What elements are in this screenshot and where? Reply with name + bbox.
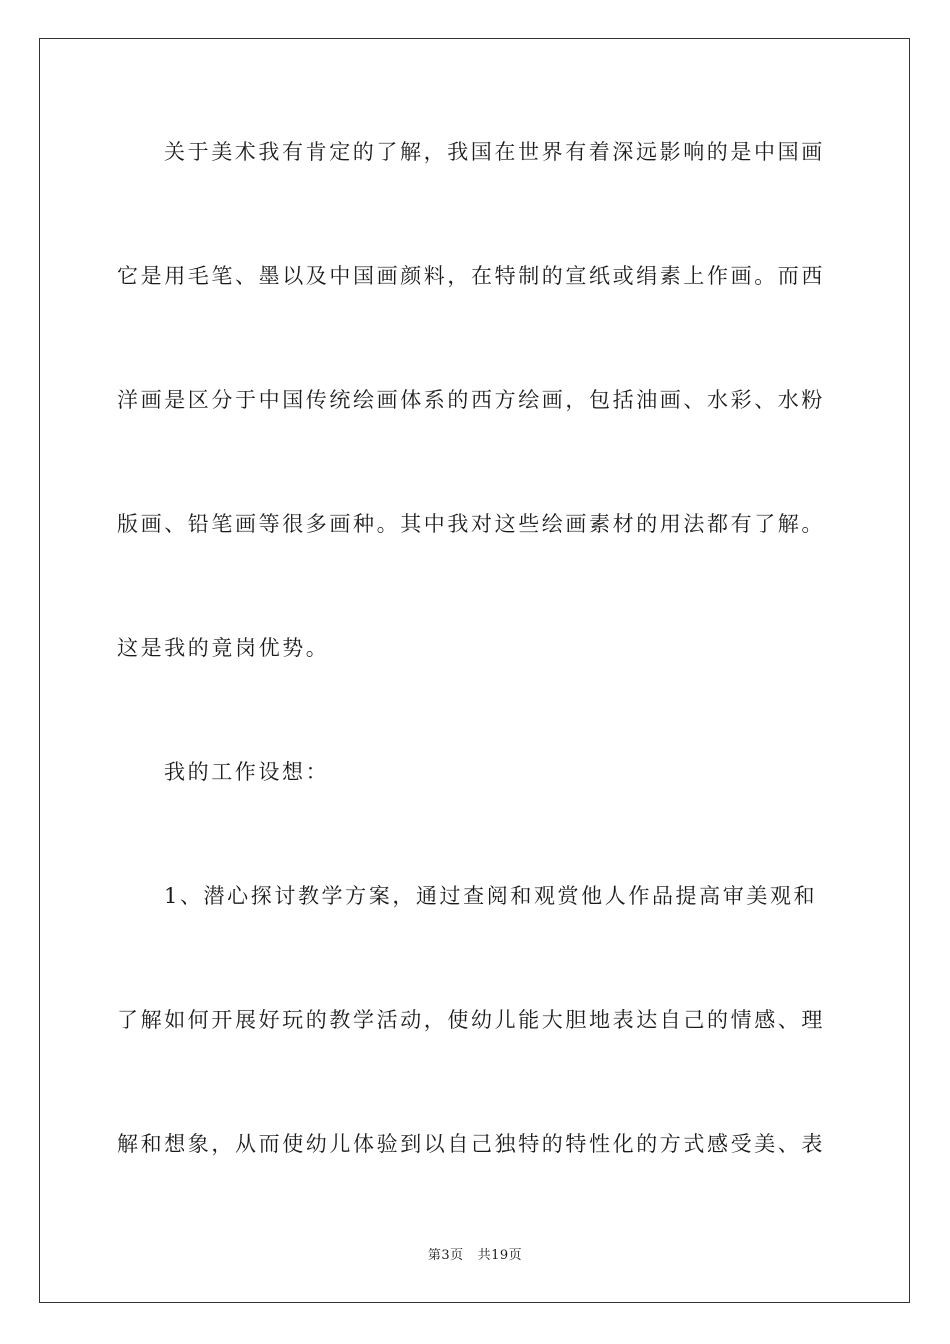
paragraph-line-2: 它是用毛笔、墨以及中国画颜料，在特制的宣纸或绢素上作画。而西 [117, 264, 825, 288]
page-footer [0, 1247, 950, 1265]
paragraph-line-1: 关于美术我有肯定的了解，我国在世界有着深远影响的是中国画 [164, 140, 825, 164]
paragraph-line-9: 解和想象，从而使幼儿体验到以自己独特的特性化的方式感受美、表 [117, 1132, 825, 1156]
paragraph-line-8: 了解如何开展好玩的教学活动，使幼儿能大胆地表达自己的情感、理 [117, 1008, 825, 1032]
page-total: 共19页 [477, 1248, 523, 1263]
paragraph-line-3: 洋画是区分于中国传统绘画体系的西方绘画，包括油画、水彩、水粉 [117, 388, 825, 412]
paragraph-line-4: 版画、铅笔画等很多画种。其中我对这些绘画素材的用法都有了解。 [117, 512, 825, 536]
section-heading-work-plan: 我的工作设想： [164, 760, 330, 784]
page-frame [39, 38, 910, 1303]
page-number: 第3页 [427, 1248, 464, 1263]
paragraph-line-7: 1、潜心探讨教学方案，通过查阅和观赏他人作品提高审美观和 [164, 884, 818, 908]
paragraph-line-5: 这是我的竟岗优势。 [117, 636, 330, 660]
